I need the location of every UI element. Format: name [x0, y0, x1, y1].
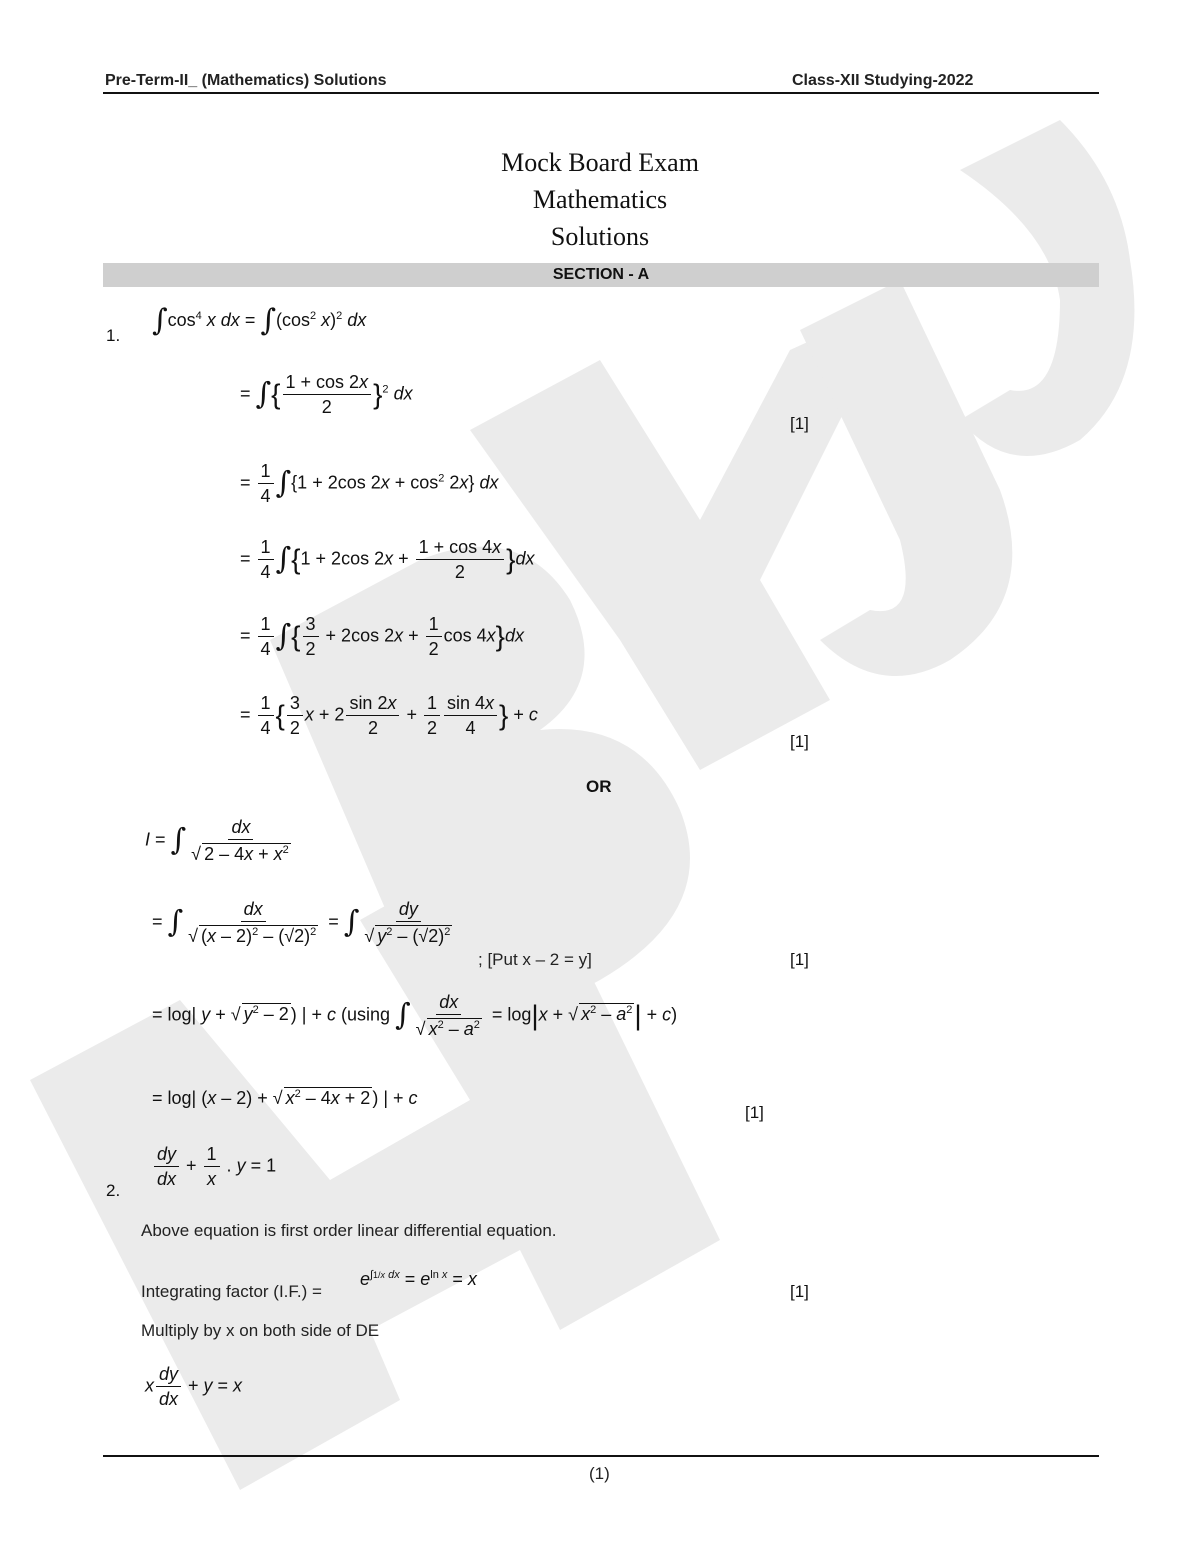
- or-label: OR: [586, 777, 612, 796]
- title-line2: Mathematics: [532, 185, 668, 214]
- q2-multiply-text: Multiply by x on both side of DE: [141, 1321, 380, 1340]
- q1-or-step-0: I = ∫ $\frac{dx}{√ 2 - 4x + x^2}$: [145, 817, 289, 864]
- q1-step-5: = $\frac{1}{4}$ { $\frac{3}{2}$ x + 2 $\frac{\sin 2x}{2}$ + $\frac{1}{2}$ $\frac{\sin 4x}{4}$ } + c: [240, 693, 538, 738]
- mark-3: [1]: [790, 950, 809, 969]
- header-right: Class-XII Studying-2022: [792, 72, 974, 89]
- q2-if-expression: $e^{\int 1/x dx} = e^{ln x} = x$: [360, 1269, 477, 1289]
- q1-or-step-1: = ∫ $\frac{dx}{√ (x - 2)^2 - (√2)^2}$ = ∫ $\frac{dy}{√ y^2 - (√2)^2}$: [152, 899, 451, 946]
- q1-step-0: $\int\cos^4$ x dx = $\int(\cos^2$ x)$^2$ dx: [152, 303, 367, 338]
- q1-or-step-2: = log| y + √ $y^2 - 2$ ) | + c (using ∫ $\frac{dx}{√ x^2 - a^2}$ = log|x + √ $x^2 - a^2| + c$): [152, 992, 678, 1039]
- q1-step-3: = $\frac{1}{4}$ ∫{1 + 2cos 2x + $\frac{1 + \cos 4x}{2}$ }dx: [240, 537, 535, 582]
- question-1-number: 1.: [106, 326, 121, 345]
- using-label: (using: [340, 1004, 391, 1025]
- header-rule: [103, 92, 1099, 94]
- q2-equation: $\frac{dy}{dx}$ + $\frac{1}{x}$ . y = 1: [152, 1145, 276, 1188]
- mark-5: [1]: [790, 1282, 809, 1301]
- q2-statement: Above equation is first order linear differential equation.: [141, 1221, 557, 1240]
- page-number: (1): [589, 1464, 610, 1483]
- q1-step-4: = $\frac{1}{4}$ ∫{ $\frac{3}{2}$ + 2cos 2x + $\frac{1}{2}$ cos 4x}dx: [240, 614, 525, 659]
- mark-2: [1]: [790, 732, 809, 751]
- title-line3: Solutions: [550, 222, 650, 251]
- q2-if-label: Integrating factor (I.F.) =: [141, 1282, 322, 1301]
- q1-substitution: ; [Put x – 2 = y]: [478, 950, 592, 969]
- mark-4: [1]: [745, 1103, 764, 1122]
- mark-1: [1]: [790, 414, 809, 433]
- q1-step-1: = ∫{ $\frac{1 + \cos 2x}{2}$ }$^2$ dx: [240, 372, 413, 417]
- q1-step-2: = $\frac{1}{4}$ ∫{1 + 2cos $2x + \cos^2 2x$} dx: [240, 461, 499, 506]
- header-left: Pre-Term-II_ (Mathematics) Solutions: [105, 72, 387, 89]
- q2-final-equation: x $\frac{dy}{dx}$ + y = x: [145, 1364, 243, 1409]
- question-2-number: 2.: [106, 1181, 121, 1200]
- footer-rule: [103, 1455, 1099, 1457]
- q1-or-step-3: = log| (x – 2) + √ $x^2 - 4x + 2$ ) | + c: [152, 1088, 418, 1108]
- section-label: SECTION - A: [552, 266, 650, 283]
- title-line1: Mock Board Exam: [501, 148, 699, 177]
- section-header: [103, 263, 1099, 287]
